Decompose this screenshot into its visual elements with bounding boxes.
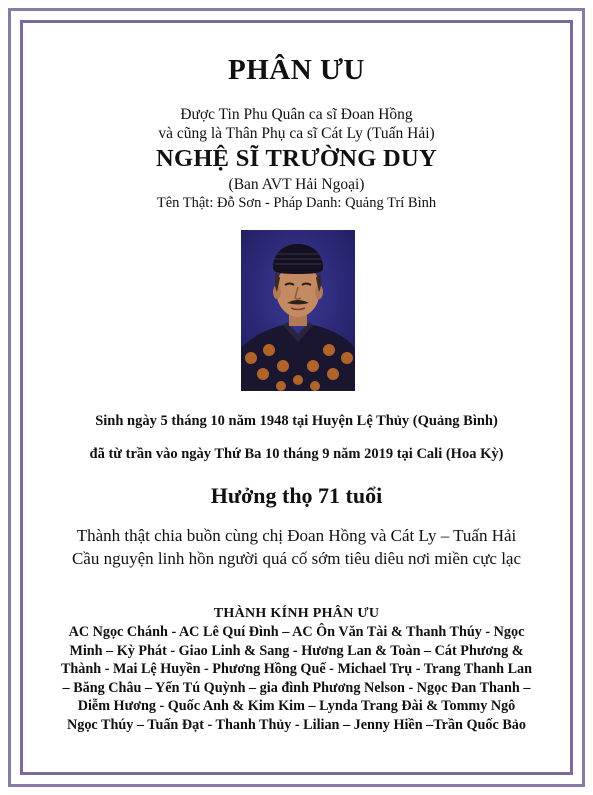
real-name-line: Tên Thật: Đỗ Sơn - Pháp Danh: Quảng Trí Bình bbox=[156, 195, 437, 211]
obituary-notice bbox=[24, 24, 569, 771]
intro-line-1: Được Tin Phu Quân ca sĩ Đoan Hồng bbox=[180, 106, 413, 123]
organization-label: (Ban AVT Hải Ngoại) bbox=[228, 176, 365, 193]
signatories-line: Ngọc Thúy – Tuấn Đạt - Thanh Thủy - Lilian – Jenny Hiền –Trần Quốc Bảo bbox=[67, 716, 526, 733]
notice-title: PHÂN ƯU bbox=[228, 54, 365, 86]
portrait-photo bbox=[241, 230, 355, 391]
signatories-line: – Băng Châu – Yến Tú Quỳnh – gia đình Phương Nelson - Ngọc Đan Thanh – bbox=[62, 679, 531, 696]
signatories-heading: THÀNH KÍNH PHÂN ƯU bbox=[213, 606, 380, 621]
condolence-line-1: Thành thật chia buồn cùng chị Đoan Hồng và Cát Ly – Tuấn Hải bbox=[76, 526, 517, 545]
signatories-line: AC Ngọc Chánh - AC Lê Quí Đình – AC Ôn Văn Tài & Thanh Thúy - Ngọc bbox=[68, 624, 525, 640]
death-date-line: đã từ trần vào ngày Thứ Ba 10 tháng 9 năm 2019 tại Cali (Hoa Kỳ) bbox=[89, 446, 504, 462]
condolence-line-2: Cầu nguyện linh hồn người quá cố sớm tiêu diêu nơi miền cực lạc bbox=[71, 549, 522, 568]
signatories-line: Thành - Mai Lệ Huyền - Phương Hồng Quế - Michael Trụ - Trang Thanh Lan bbox=[60, 661, 533, 678]
age-line: Hưởng thọ 71 tuổi bbox=[210, 483, 383, 508]
intro-line-2: và cũng là Thân Phụ ca sĩ Cát Ly (Tuấn Hải) bbox=[158, 125, 435, 142]
birth-date-line: Sinh ngày 5 tháng 10 năm 1948 tại Huyện Lệ Thủy (Quảng Bình) bbox=[95, 413, 498, 429]
deceased-name: NGHỆ SĨ TRƯỜNG DUY bbox=[155, 145, 438, 172]
signatories-line: Minh – Kỳ Phát - Giao Linh & Sang - Hương Lan & Toàn – Cát Phương & bbox=[69, 642, 524, 659]
signatories-list bbox=[34, 623, 559, 735]
signatories-line: Diễm Hương - Quốc Anh & Kim Kim – Lynda Trang Đài & Tommy Ngô bbox=[77, 698, 516, 715]
